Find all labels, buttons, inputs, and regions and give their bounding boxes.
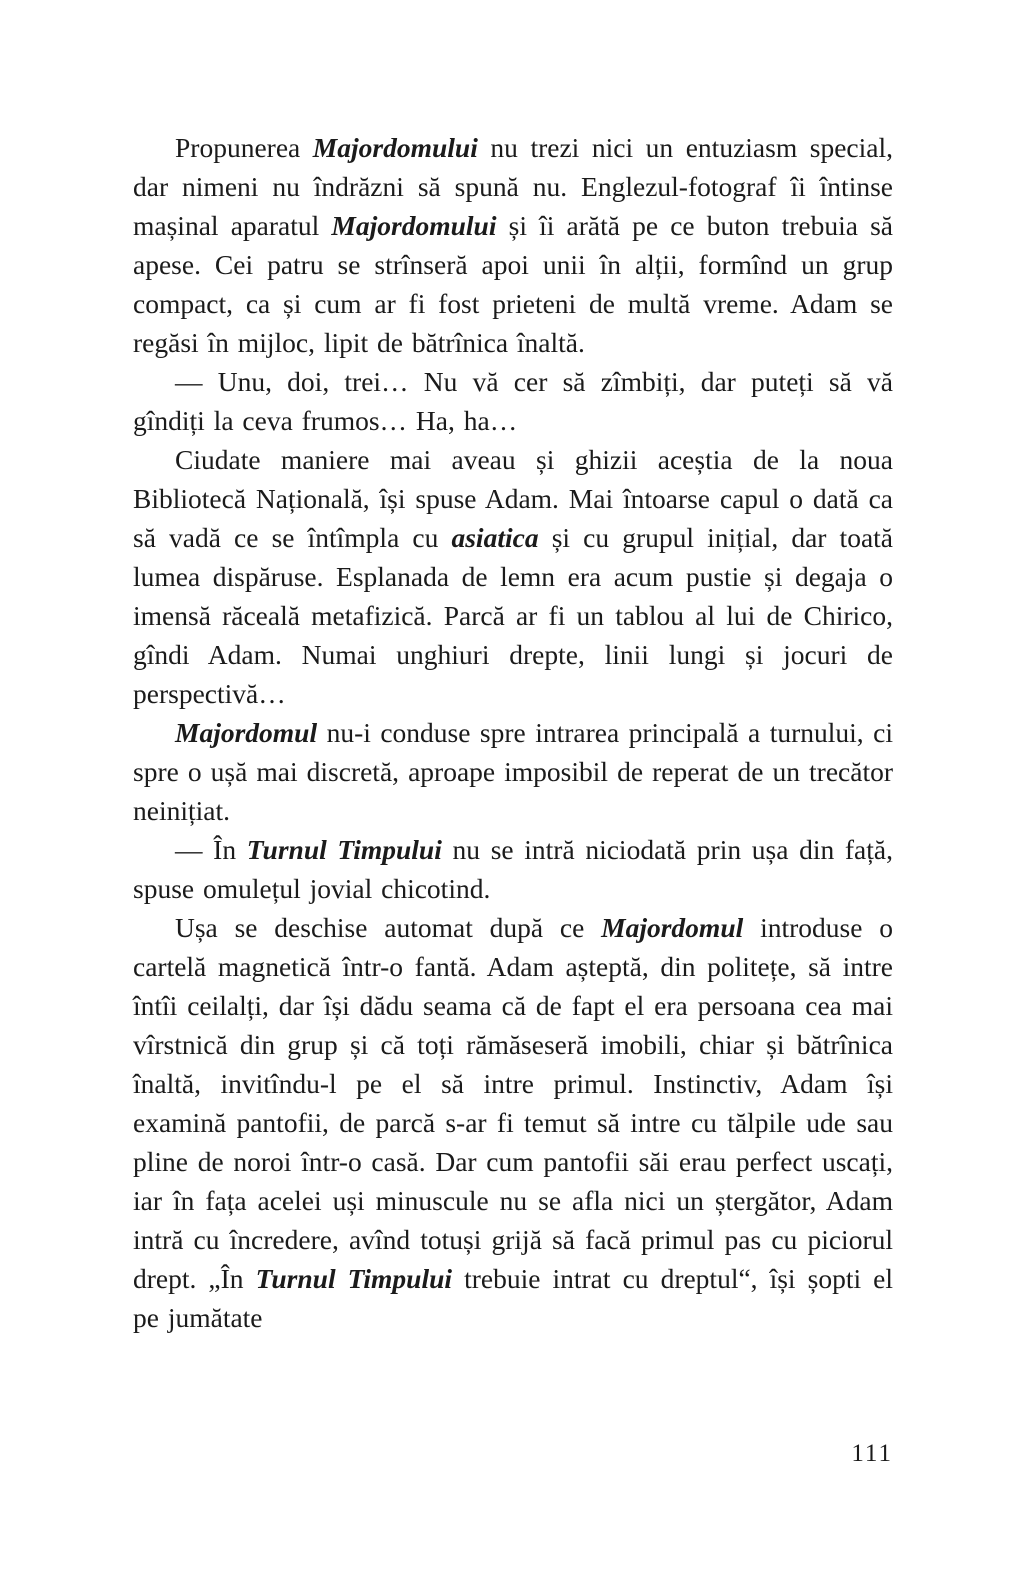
text-run: Ciudate maniere mai aveau și ghizii aceștia de la noua Bibliotecă Națională, își spuse Adam. Mai întoarse capul o dată ca să vadă ce se întîmpla cu bbox=[133, 444, 893, 553]
text-run: introduse o cartelă magnetică într-o fantă. Adam așteptă, din politețe, să intre întîi ceilalți, dar își dădu seama că de fapt el era persoana cea mai vîrstnică din grup și că toți rămăseseră imobili, chiar și bătrînica înaltă, invitîndu-l pe el să intre primul. Instinctiv, Adam își examină pantofii, de parcă s-ar fi temut să intre cu tălpile ude sau pline de noroi într-o casă. Dar cum pantofii săi erau perfect uscați, iar în fața acelei uși minuscule nu se afla nici un ștergător, Adam intră cu încredere, avînd totuși grijă să facă primul pas cu piciorul drept. „În bbox=[133, 912, 893, 1294]
emphasized-text: Turnul Timpului bbox=[255, 1263, 453, 1294]
text-run: Propunerea bbox=[175, 132, 313, 163]
text-run: — Unu, doi, trei… Nu vă cer să zîmbiți, dar puteți să vă gîndiți la ceva frumos… Ha, ha… bbox=[133, 366, 893, 436]
emphasized-text: Majordomului bbox=[331, 210, 497, 241]
paragraph bbox=[133, 128, 893, 362]
text-run: Ușa se deschise automat după ce bbox=[175, 912, 602, 943]
text-run: nu trezi nici un entuziasm special, dar nimeni nu îndrăzni să spună nu. Englezul-fotograf îi întinse mașinal aparatul bbox=[133, 132, 893, 241]
paragraph bbox=[133, 908, 893, 1337]
paragraph bbox=[133, 713, 893, 830]
paragraph bbox=[133, 830, 893, 908]
emphasized-text: Turnul Timpului bbox=[246, 834, 442, 865]
text-run: nu se intră niciodată prin ușa din față, spuse omulețul jovial chicotind. bbox=[133, 834, 893, 904]
text-run: și cu grupul inițial, dar toată lumea dispăruse. Esplanada de lemn era acum pustie și degaja o imensă răceală metafizică. Parcă ar fi un tablou al lui de Chirico, gîndi Adam. Numai unghiuri drepte, linii lungi și jocuri de perspectivă… bbox=[133, 522, 893, 709]
text-run: nu-i conduse spre intrarea principală a turnului, ci spre o ușă mai discretă, aproape imposibil de reperat de un trecător neinițiat. bbox=[133, 717, 893, 826]
emphasized-text: asiatica bbox=[451, 522, 539, 553]
page-number: 111 bbox=[851, 1440, 893, 1467]
text-run: — În bbox=[175, 834, 247, 865]
paragraph bbox=[133, 440, 893, 713]
text-run: trebuie intrat cu dreptul“, își șopti el pe jumătate bbox=[133, 1263, 893, 1333]
emphasized-text: Majordomului bbox=[312, 132, 478, 163]
text-run: și îi arătă pe ce buton trebuia să apese. Cei patru se strînseră apoi unii în alții, formînd un grup compact, ca și cum ar fi fost prieteni de multă vreme. Adam se regăsi în mijloc, lipit de bătrînica înaltă. bbox=[133, 210, 893, 358]
page-body bbox=[133, 128, 893, 1337]
paragraph bbox=[133, 362, 893, 440]
emphasized-text: Majordomul bbox=[601, 912, 744, 943]
emphasized-text: Majordomul bbox=[175, 717, 318, 748]
